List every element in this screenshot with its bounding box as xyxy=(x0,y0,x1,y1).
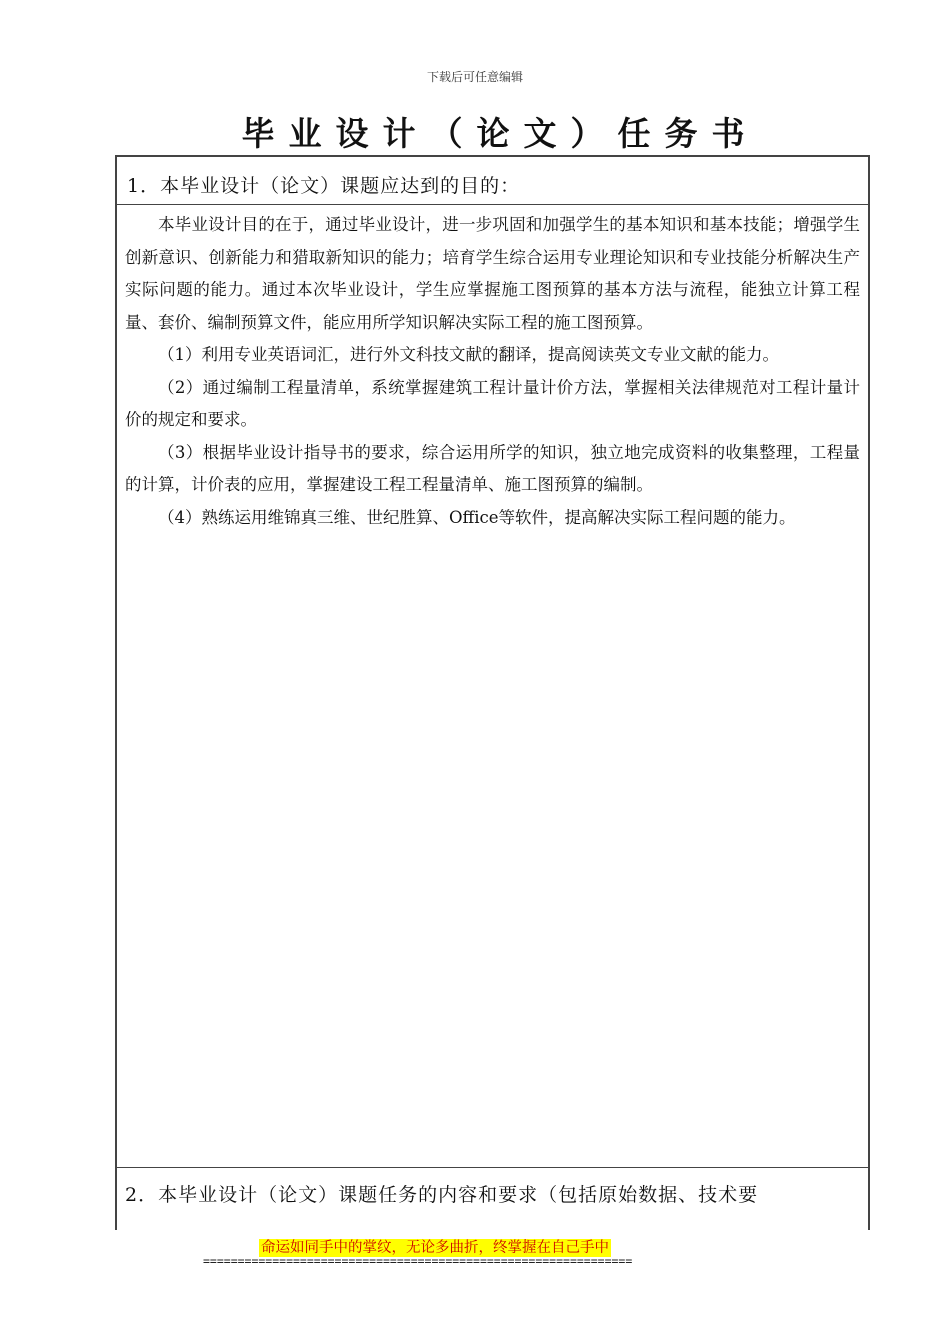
section1-paragraph-item-1: （1）利用专业英语词汇，进行外文科技文献的翻译，提高阅读英文专业文献的能力。 xyxy=(158,345,779,364)
footer-motto: 命运如同手中的掌纹，无论多曲折，终掌握在自己手中 xyxy=(261,1240,609,1256)
header-note: 下载后可任意编辑 xyxy=(426,70,523,84)
section1-paragraph-item-4: （4）熟练运用维锦真三维、世纪胜算、Office等软件，提高解决实际工程问题的能力。 xyxy=(158,507,796,527)
section2-heading: 2．本毕业设计（论文）课题任务的内容和要求（包括原始数据、技术要 xyxy=(125,1184,759,1206)
section1-divider xyxy=(117,204,868,205)
section1-paragraph-item-3: （3）根据毕业设计指导书的要求，综合运用所学的知识，独立地完成资料的收集整理，工程量的计算，计价表的应用，掌握建设工程工程量清单、施工图预算的编制。 xyxy=(125,442,860,494)
section2-divider xyxy=(117,1167,868,1168)
section1-paragraph-intro: 本毕业设计目的在于，通过毕业设计，进一步巩固和加强学生的基本知识和基本技能；增强学生创新意识、创新能力和猎取新知识的能力；培育学生综合运用专业理论知识和专业技能分析解决生产实际问题的能力。通过本次毕业设计，学生应掌握施工图预算的基本方法与流程，能独立计算工程量、套价、编制预算文件，能应用所学知识解决实际工程的施工图预算。 xyxy=(125,215,860,332)
section1-heading: 1．本毕业设计（论文）课题应达到的目的： xyxy=(127,175,521,197)
footer-rule: ============================================================== xyxy=(203,1254,633,1268)
task-form-table xyxy=(115,155,870,1230)
document-title: 毕业设计（论文）任务书 xyxy=(241,114,759,153)
section1-paragraph-item-2: （2）通过编制工程量清单，系统掌握建筑工程计量计价方法，掌握相关法律规范对工程计量计价的规定和要求。 xyxy=(125,377,860,429)
section1-body xyxy=(125,209,860,534)
